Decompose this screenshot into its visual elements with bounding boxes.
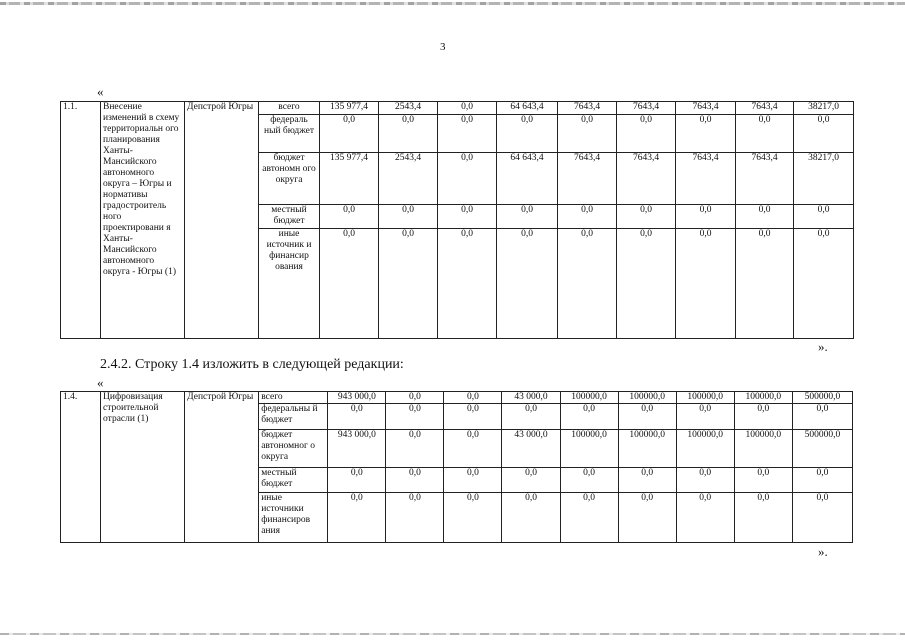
value-cell: 0,0 — [438, 153, 497, 205]
value-cell: 0,0 — [792, 468, 852, 493]
value-cell: 38217,0 — [794, 153, 854, 205]
value-cell: 0,0 — [560, 468, 618, 493]
value-cell: 0,0 — [438, 115, 497, 153]
value-cell: 0,0 — [794, 229, 854, 339]
value-cell: 0,0 — [328, 493, 386, 543]
value-cell: 0,0 — [444, 392, 502, 404]
open-quote-2: « — [97, 375, 104, 390]
value-cell: 2543,4 — [379, 153, 438, 205]
value-cell: 0,0 — [379, 229, 438, 339]
value-cell: 0,0 — [438, 102, 497, 115]
table-row — [61, 392, 853, 404]
page-number: 3 — [440, 41, 446, 53]
close-quote-1: ». — [818, 339, 828, 354]
value-cell: 43 000,0 — [502, 392, 560, 404]
value-cell: 100000,0 — [676, 430, 734, 468]
value-cell: 0,0 — [502, 404, 560, 430]
value-cell: 0,0 — [320, 229, 379, 339]
value-cell: 0,0 — [734, 404, 792, 430]
value-cell: 100000,0 — [734, 430, 792, 468]
value-cell: 64 643,4 — [497, 102, 558, 115]
value-cell: 0,0 — [558, 115, 617, 153]
value-cell: 0,0 — [386, 493, 444, 543]
value-cell: 0,0 — [438, 205, 497, 229]
value-cell: 0,0 — [560, 404, 618, 430]
value-cell: 0,0 — [558, 229, 617, 339]
value-cell: 135 977,4 — [320, 102, 379, 115]
value-cell: 0,0 — [676, 115, 736, 153]
value-cell: 0,0 — [736, 115, 794, 153]
value-cell: 0,0 — [618, 493, 676, 543]
value-cell: 0,0 — [497, 229, 558, 339]
funding-source-label: бюджет автономног о округа — [259, 430, 328, 468]
value-cell: 100000,0 — [618, 430, 676, 468]
value-cell: 0,0 — [328, 404, 386, 430]
value-cell: 7643,4 — [676, 153, 736, 205]
value-cell: 100000,0 — [618, 392, 676, 404]
responsible-executor: Депстрой Югры — [185, 392, 259, 543]
value-cell: 0,0 — [386, 404, 444, 430]
value-cell: 0,0 — [386, 468, 444, 493]
value-cell: 100000,0 — [560, 430, 618, 468]
value-cell: 64 643,4 — [497, 153, 558, 205]
value-cell: 7643,4 — [676, 102, 736, 115]
value-cell: 0,0 — [676, 205, 736, 229]
value-cell: 0,0 — [444, 493, 502, 543]
open-quote-1: « — [97, 84, 104, 99]
value-cell: 0,0 — [676, 468, 734, 493]
value-cell: 0,0 — [328, 468, 386, 493]
value-cell: 0,0 — [736, 229, 794, 339]
funding-source-label: местный бюджет — [259, 205, 320, 229]
value-cell: 0,0 — [794, 115, 854, 153]
table-row — [61, 102, 854, 115]
value-cell: 943 000,0 — [328, 392, 386, 404]
event-name: Цифровизация строительной отрасли (1) — [101, 392, 185, 543]
row-number: 1.1. — [61, 102, 101, 339]
value-cell: 135 977,4 — [320, 153, 379, 205]
value-cell: 0,0 — [438, 229, 497, 339]
row-number: 1.4. — [61, 392, 101, 543]
value-cell: 0,0 — [792, 404, 852, 430]
value-cell: 0,0 — [320, 205, 379, 229]
value-cell: 7643,4 — [558, 102, 617, 115]
value-cell: 0,0 — [444, 430, 502, 468]
value-cell: 0,0 — [320, 115, 379, 153]
funding-source-label: местный бюджет — [259, 468, 328, 493]
funding-source-label: всего — [259, 102, 320, 115]
scan-edge-top — [0, 2, 905, 5]
value-cell: 0,0 — [386, 430, 444, 468]
value-cell: 7643,4 — [736, 153, 794, 205]
value-cell: 2543,4 — [379, 102, 438, 115]
value-cell: 43 000,0 — [502, 430, 560, 468]
value-cell: 7643,4 — [617, 102, 676, 115]
value-cell: 0,0 — [497, 205, 558, 229]
value-cell: 0,0 — [386, 392, 444, 404]
table-row-1-4 — [60, 391, 853, 543]
value-cell: 7643,4 — [736, 102, 794, 115]
value-cell: 0,0 — [676, 404, 734, 430]
value-cell: 0,0 — [379, 115, 438, 153]
value-cell: 7643,4 — [558, 153, 617, 205]
value-cell: 0,0 — [676, 229, 736, 339]
value-cell: 100000,0 — [676, 392, 734, 404]
value-cell: 7643,4 — [617, 153, 676, 205]
value-cell: 0,0 — [618, 404, 676, 430]
funding-source-label: бюджет автономн ого округа — [259, 153, 320, 205]
funding-source-label: федераль ный бюджет — [259, 115, 320, 153]
table-row-1-1 — [60, 101, 854, 339]
funding-source-label: иные источник и финансир ования — [259, 229, 320, 339]
value-cell: 0,0 — [558, 205, 617, 229]
event-name: Внесение изменений в схему территориальн ого планирования Ханты-Мансийского автономного округа – Югры и нормативы градостроитель ного проектировани я Ханты-Мансийского автономного округа - Югры (1) — [101, 102, 185, 339]
value-cell: 0,0 — [560, 493, 618, 543]
section-heading: 2.4.2. Строку 1.4 изложить в следующей редакции: — [100, 357, 404, 372]
value-cell: 0,0 — [618, 468, 676, 493]
value-cell: 100000,0 — [560, 392, 618, 404]
funding-source-label: федеральны й бюджет — [259, 404, 328, 430]
value-cell: 0,0 — [497, 115, 558, 153]
value-cell: 0,0 — [502, 493, 560, 543]
scan-edge-bottom — [0, 633, 905, 635]
value-cell: 0,0 — [444, 468, 502, 493]
value-cell: 500000,0 — [792, 430, 852, 468]
value-cell: 100000,0 — [734, 392, 792, 404]
funding-source-label: иные источники финансиров ания — [259, 493, 328, 543]
close-quote-2: ». — [818, 544, 828, 559]
responsible-executor: Депстрой Югры — [185, 102, 259, 339]
value-cell: 0,0 — [676, 493, 734, 543]
value-cell: 0,0 — [444, 404, 502, 430]
value-cell: 0,0 — [502, 468, 560, 493]
value-cell: 0,0 — [736, 205, 794, 229]
value-cell: 0,0 — [734, 468, 792, 493]
value-cell: 0,0 — [794, 205, 854, 229]
value-cell: 0,0 — [617, 205, 676, 229]
value-cell: 0,0 — [617, 115, 676, 153]
value-cell: 0,0 — [617, 229, 676, 339]
value-cell: 0,0 — [734, 493, 792, 543]
value-cell: 0,0 — [792, 493, 852, 543]
value-cell: 943 000,0 — [328, 430, 386, 468]
value-cell: 500000,0 — [792, 392, 852, 404]
funding-source-label: всего — [259, 392, 328, 404]
value-cell: 38217,0 — [794, 102, 854, 115]
value-cell: 0,0 — [379, 205, 438, 229]
